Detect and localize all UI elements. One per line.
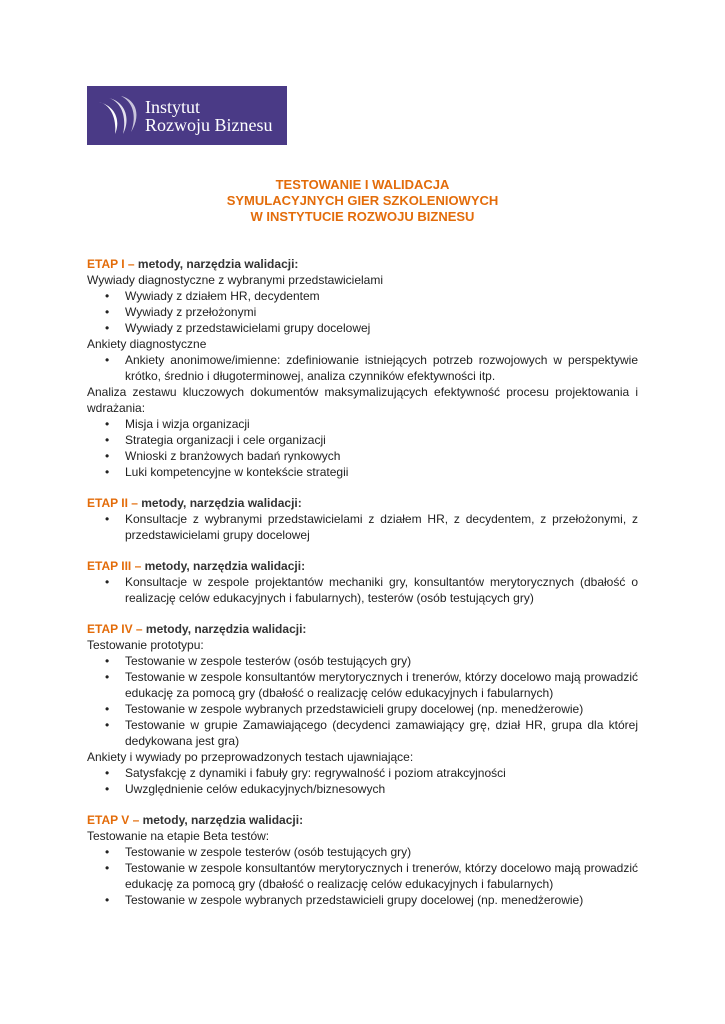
list-item: • Wywiady z działem HR, decydentem (87, 288, 638, 304)
etap-label: ETAP I – (87, 257, 135, 271)
paragraph: Testowanie na etapie Beta testów: (87, 829, 270, 843)
section-etap-4 (87, 621, 638, 797)
bullet-list (87, 574, 638, 606)
list-item: • Testowanie w grupie Zamawiającego (decydenci zamawiający grę, dział HR, grupa dla której dedykowana jest gra) (87, 717, 638, 749)
paragraph: Wywiady diagnostyczne z wybranymi przedstawicielami (87, 273, 383, 287)
logo-text (145, 98, 273, 134)
document-body (87, 256, 638, 923)
title-line-1: TESTOWANIE I WALIDACJA (275, 177, 450, 192)
section-heading (87, 256, 638, 272)
list-item: • Uwzględnienie celów edukacyjnych/biznesowych (87, 781, 638, 797)
section-etap-3 (87, 558, 638, 606)
bullet-list (87, 511, 638, 543)
paragraph: Analiza zestawu kluczowych dokumentów maksymalizujących efektywność procesu projektowania i wdrażania: (87, 385, 638, 415)
list-item: • Satysfakcję z dynamiki i fabuły gry: regrywalność i poziom atrakcyjności (87, 765, 638, 781)
etap-heading-text: metody, narzędzia walidacji: (142, 622, 307, 636)
list-item: • Testowanie w zespole konsultantów merytorycznych i trenerów, którzy docelowo mają prowadzić edukację za pomocą gry (dbałość o realizację celów edukacyjnych i fabularnych) (87, 669, 638, 701)
etap-heading-text: metody, narzędzia walidacji: (141, 559, 306, 573)
etap-label: ETAP II – (87, 496, 138, 510)
list-item: • Konsultacje w zespole projektantów mechaniki gry, konsultantów merytorycznych (dbałość o realizację celów edukacyjnych i fabularnych), testerów (osób testujących gry) (87, 574, 638, 606)
logo (87, 86, 287, 145)
section-heading (87, 621, 638, 637)
section-heading (87, 812, 638, 828)
section-heading (87, 495, 638, 511)
bullet-list (87, 416, 638, 480)
section-etap-1 (87, 256, 638, 480)
list-item: • Strategia organizacji i cele organizacji (87, 432, 638, 448)
bullet-list (87, 352, 638, 384)
list-item: • Ankiety anonimowe/imienne: zdefiniowanie istniejących potrzeb rozwojowych w perspektywie krótko, średnio i długoterminowej, analiza czynników efektywności itp. (87, 352, 638, 384)
etap-heading-text: metody, narzędzia walidacji: (134, 257, 299, 271)
list-item: • Testowanie w zespole konsultantów merytorycznych i trenerów, którzy docelowo mają prowadzić edukację za pomocą gry (dbałość o realizację celów edukacyjnych i fabularnych) (87, 860, 638, 892)
list-item: • Testowanie w zespole testerów (osób testujących gry) (87, 653, 638, 669)
list-item: • Wywiady z przedstawicielami grupy docelowej (87, 320, 638, 336)
etap-label: ETAP V – (87, 813, 140, 827)
list-item: • Luki kompetencyjne w kontekście strategii (87, 464, 638, 480)
bullet-list (87, 844, 638, 908)
etap-heading-text: metody, narzędzia walidacji: (139, 813, 304, 827)
bullet-list (87, 653, 638, 749)
list-item: • Testowanie w zespole wybranych przedstawicieli grupy docelowej (np. menedżerowie) (87, 892, 638, 908)
section-heading (87, 558, 638, 574)
paragraph: Ankiety i wywiady po przeprowadzonych testach ujawniające: (87, 750, 414, 764)
bullet-list (87, 288, 638, 336)
etap-heading-text: metody, narzędzia walidacji: (137, 496, 302, 510)
title-line-2: SYMULACYJNYCH GIER SZKOLENIOWYCH (226, 193, 499, 208)
section-etap-2 (87, 495, 638, 543)
title-line-3: W INSTYTUCIE ROZWOJU BIZNESU (250, 209, 475, 224)
list-item: • Konsultacje z wybranymi przedstawicielami z działem HR, z decydentem, z przełożonymi, z przedstawicielami grupy docelowej (87, 511, 638, 543)
list-item: • Testowanie w zespole wybranych przedstawicieli grupy docelowej (np. menedżerowie) (87, 701, 638, 717)
list-item: • Testowanie w zespole testerów (osób testujących gry) (87, 844, 638, 860)
list-item: • Wywiady z przełożonymi (87, 304, 638, 320)
logo-line-1: Instytut (145, 96, 201, 117)
section-etap-5 (87, 812, 638, 908)
document-title (87, 177, 638, 225)
bullet-list (87, 765, 638, 797)
list-item: • Wnioski z branżowych badań rynkowych (87, 448, 638, 464)
logo-line-2: Rozwoju Biznesu (145, 114, 273, 135)
logo-swoosh-icon (95, 94, 141, 138)
paragraph: Testowanie prototypu: (87, 638, 204, 652)
etap-label: ETAP IV – (87, 622, 143, 636)
list-item: • Misja i wizja organizacji (87, 416, 638, 432)
paragraph: Ankiety diagnostyczne (87, 337, 207, 351)
etap-label: ETAP III – (87, 559, 142, 573)
